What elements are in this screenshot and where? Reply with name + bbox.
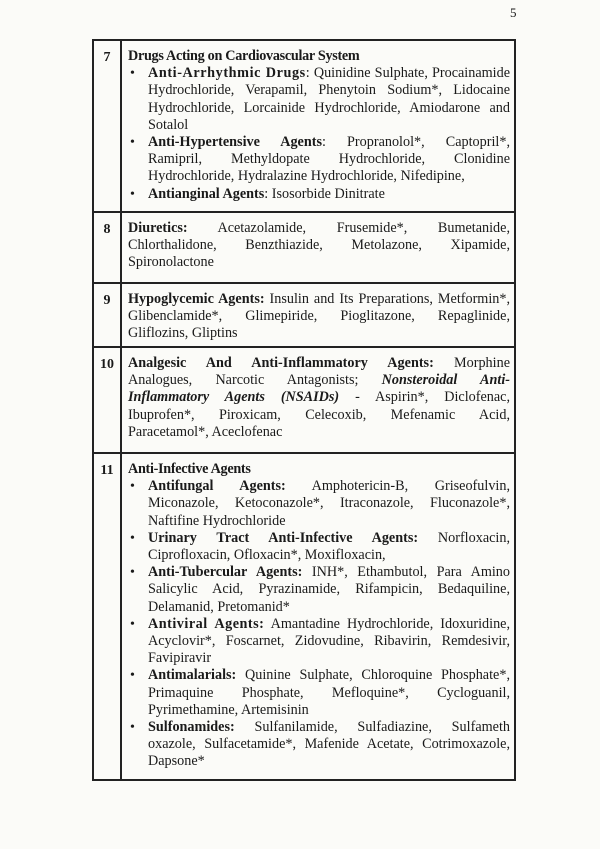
drug-classification-table (92, 39, 516, 781)
item-text: Quinine Sulphate, Chloroquine Phosphate*, Primaquine Phosphate, Mefloquine*, Cycloguanil, Pyrimethamine, Artemisinin (148, 667, 510, 718)
table-row (94, 346, 514, 452)
item-text: : Propranolol*, Captopril*, Ramipril, Methyldopate Hydrochloride, Clonidine Hydrochloride, Hydralazine Hydrochloride, Nifedipine, (148, 134, 510, 185)
row-content (122, 348, 514, 452)
item-text: : Quinidine Sulphate, Procainamide Hydrochloride, Verapamil, Phenytoin Sodium*, Lidocaine Hydrochloride, Lorcainide Hydrochloride, Amiodarone and Sotalol (148, 65, 510, 133)
row-content (122, 41, 514, 211)
section-title: Drugs Acting on Cardiovascular System (128, 48, 360, 64)
list-item (128, 134, 510, 186)
table-row (94, 282, 514, 346)
row-number: 10 (94, 348, 122, 452)
bullet-icon: • (130, 720, 135, 736)
bullet-icon: • (130, 479, 135, 495)
row-number: 9 (94, 284, 122, 346)
row-number: 7 (94, 41, 122, 211)
item-text: INH*, Ethambutol, Para Amino Salicylic Acid, Pyrazinamide, Rifampicin, Bedaquiline, Delamanid, Pretomanid* (148, 564, 510, 615)
item-label: Antimalarials: (148, 667, 237, 684)
item-label: Antifungal Agents: (148, 478, 286, 495)
list-item (128, 65, 510, 134)
item-label: Analgesic And Anti-Inflammatory Agents: (128, 355, 434, 371)
row-content (122, 284, 514, 346)
row-number: 8 (94, 213, 122, 282)
list-item (128, 616, 510, 668)
row-number: 11 (94, 454, 122, 779)
item-label: Antianginal Agents (148, 185, 265, 202)
list-item (128, 667, 510, 719)
item-text: Amphotericin-B, Griseofulvin, Miconazole, Ketoconazole*, Itraconazole, Fluconazole*, Naftifine Hydrochloride (148, 478, 510, 529)
item-italic-label: Nonsteroidal Anti-Inflammatory Agents (NSAIDs) (128, 372, 510, 406)
item-label: Antiviral Agents: (148, 615, 265, 632)
item-text: Norfloxacin, Ciprofloxacin, Ofloxacin*, Moxifloxacin, (148, 529, 510, 564)
item-label: Hypoglycemic Agents: (128, 291, 265, 307)
item-text: Amantadine Hydrochloride, Idoxuridine, Acyclovir*, Foscarnet, Zidovudine, Ribavirin, Remdesivir, Favipiravir (148, 615, 511, 667)
item-label: Anti-Hypertensive Agents (148, 134, 322, 151)
item-text-2: - Aspirin*, Diclofenac, Ibuprofen*, Piroxicam, Celecoxib, Mefenamic Acid, Paracetamol*, Aceclofenac (128, 389, 510, 440)
table-row (94, 211, 514, 282)
table-row (94, 452, 514, 779)
item-label: Anti-Arrhythmic Drugs (148, 65, 306, 82)
bullet-icon: • (130, 135, 135, 151)
list-item (128, 478, 510, 530)
table-row (94, 41, 514, 211)
bullet-icon: • (130, 186, 135, 202)
item-label: Urinary Tract Anti-Infective Agents: (148, 529, 419, 546)
item-text: : Isosorbide Dinitrate (264, 185, 385, 202)
row-content (122, 454, 514, 779)
item-label: Sulfonamides: (148, 719, 235, 736)
item-text: Acetazolamide, Frusemide*, Bumetanide, Chlorthalidone, Benzthiazide, Metolazone, Xipamide, Spironolactone (128, 220, 510, 271)
item-text: Insulin and Its Preparations, Metformin*, Glibenclamide*, Glimepiride, Pioglitazone, Repaglinide, Gliflozins, Gliptins (128, 291, 511, 342)
item-text: Sulfanilamide, Sulfadiazine, Sulfameth oxazole, Sulfacetamide*, Mafenide Acetate, Cotrimoxazole, Dapsone* (148, 719, 510, 770)
page-number: 5 (510, 5, 517, 20)
bullet-icon: • (130, 66, 135, 82)
list-item (128, 186, 510, 203)
row-content (122, 213, 514, 282)
bullet-icon: • (130, 616, 135, 632)
list-item (128, 564, 510, 616)
list-item (128, 719, 510, 771)
list-item (128, 530, 510, 564)
bullet-icon: • (130, 668, 135, 684)
bullet-icon: • (130, 530, 135, 546)
section-title: Anti-Infective Agents (128, 461, 251, 477)
bullet-icon: • (130, 565, 135, 581)
item-text: Morphine Analogues, Narcotic Antagonists; (128, 355, 510, 389)
item-label: Anti-Tubercular Agents: (148, 564, 303, 581)
item-label: Diuretics: (128, 220, 188, 236)
